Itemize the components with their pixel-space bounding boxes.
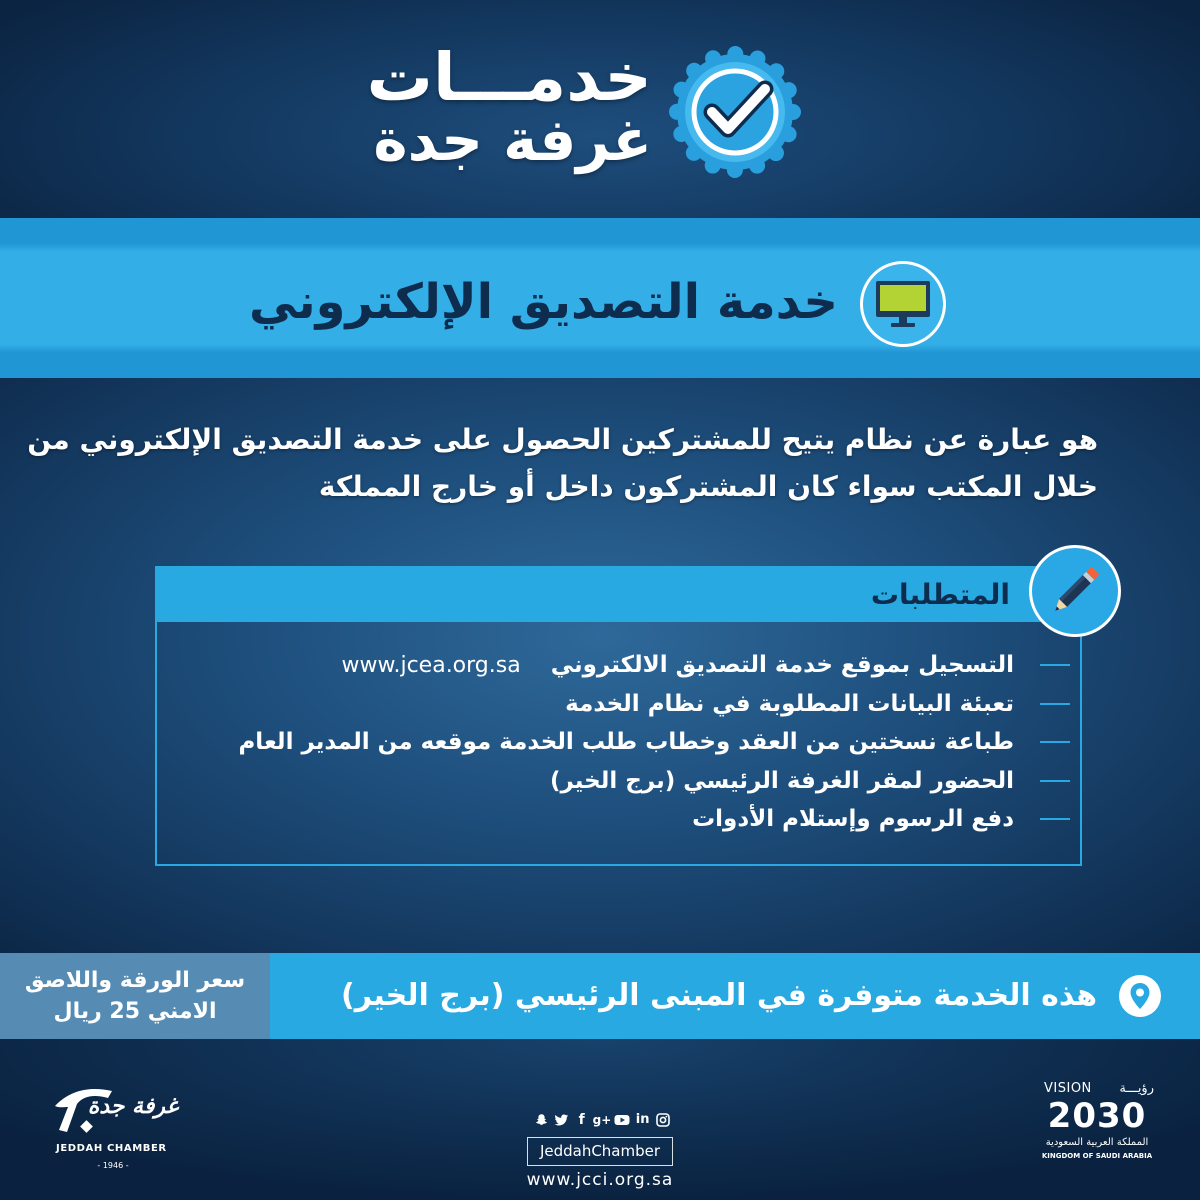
requirements-heading: المتطلبات (870, 578, 1010, 611)
jcea-website-link[interactable]: www.jcea.org.sa (341, 652, 521, 678)
jeddah-chamber-logo (48, 1078, 178, 1178)
location-pin-icon (1119, 975, 1161, 1017)
price-box (0, 953, 270, 1039)
snapchat-icon[interactable] (533, 1112, 549, 1128)
list-dash (1040, 664, 1070, 666)
vision-year: 2030 (1047, 1096, 1147, 1136)
vision-kingdom-arabic: المملكة العربية السعودية (1045, 1137, 1149, 1148)
vision-2030-logo (1038, 1080, 1156, 1170)
social-icons (533, 1110, 671, 1130)
list-dash (1040, 780, 1070, 782)
social-handle[interactable]: JeddahChamber (527, 1137, 673, 1166)
requirement-text: التسجيل بموقع خدمة التصديق الالكتروني (550, 652, 1014, 679)
header-title-line1: خدمـــات (366, 39, 652, 116)
instagram-icon[interactable] (655, 1112, 671, 1128)
requirement-text: تعبئة البيانات المطلوبة في نظام الخدمة (565, 690, 1014, 717)
requirement-text: دفع الرسوم وإستلام الأدوات (692, 806, 1014, 833)
website-link[interactable]: www.jcci.org.sa (526, 1170, 674, 1190)
pencil-icon (1029, 545, 1121, 637)
vision-label-english: VISION (1044, 1081, 1092, 1096)
requirement-item (170, 800, 1070, 839)
list-dash (1040, 741, 1070, 743)
vision-kingdom-english: KINGDOM OF SAUDI ARABIA (1041, 1152, 1153, 1160)
requirement-item (170, 685, 1070, 724)
check-badge-icon (665, 42, 805, 182)
price-line-1: سعر الورقة واللاصق (24, 968, 246, 993)
requirements-list (170, 646, 1070, 839)
requirement-item (170, 646, 1070, 685)
requirements-header (157, 568, 1080, 622)
chamber-logo-year: - 1946 - (97, 1161, 129, 1170)
youtube-icon[interactable] (614, 1112, 630, 1128)
facebook-icon[interactable]: f (578, 1112, 585, 1128)
requirement-item (170, 723, 1070, 762)
vision-label-arabic: رؤيـــة (1119, 1081, 1154, 1096)
list-dash (1040, 703, 1070, 705)
availability-text: هذه الخدمة متوفرة في المبنى الرئيسي (برج الخير) (340, 978, 1097, 1013)
price-line-2: الامني 25 ريال (53, 999, 217, 1024)
monitor-icon (860, 261, 946, 347)
requirement-item (170, 762, 1070, 801)
header-title-line2: غرفة جدة (373, 106, 652, 174)
service-title: خدمة التصديق الإلكتروني (249, 274, 838, 330)
list-dash (1040, 818, 1070, 820)
description-line-2: خلال المكتب سواء كان المشتركون داخل أو خارج المملكة (318, 470, 1098, 503)
twitter-icon[interactable] (553, 1112, 569, 1128)
chamber-logo-english: JEDDAH CHAMBER (56, 1143, 167, 1154)
google-plus-icon[interactable]: g+ (592, 1113, 612, 1127)
requirement-text: طباعة نسختين من العقد وخطاب طلب الخدمة موقعه من المدير العام (238, 729, 1014, 756)
chamber-logo-arabic: غرفة جدة (87, 1094, 178, 1119)
requirement-text: الحضور لمقر الغرفة الرئيسي (برج الخير) (549, 767, 1014, 794)
description-line-1: هو عبارة عن نظام يتيح للمشتركين الحصول على خدمة التصديق الإلكتروني من (27, 423, 1098, 456)
linkedin-icon[interactable]: in (635, 1112, 650, 1127)
